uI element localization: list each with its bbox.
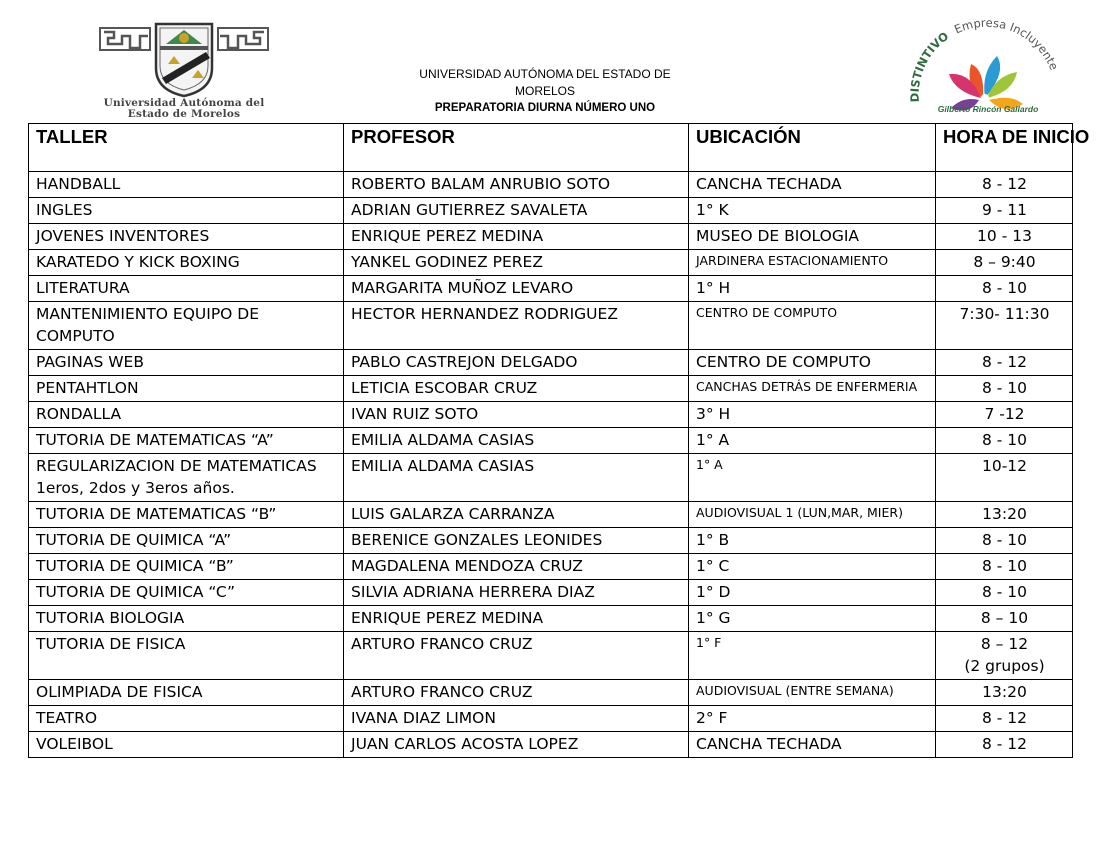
hora-cell: 8 - 10 (936, 428, 1073, 454)
taller-cell: HANDBALL (29, 172, 344, 198)
hora-cell: 13:20 (936, 680, 1073, 706)
profesor-cell: LETICIA ESCOBAR CRUZ (344, 376, 689, 402)
table-row (29, 428, 1073, 454)
profesor-cell: MARGARITA MUÑOZ LEVARO (344, 276, 689, 302)
table-row (29, 302, 1073, 350)
table-row (29, 198, 1073, 224)
hora-cell: 8 - 10 (936, 554, 1073, 580)
table-header-row (29, 124, 1073, 172)
profesor-cell: YANKEL GODINEZ PEREZ (344, 250, 689, 276)
table-row (29, 580, 1073, 606)
table-row (29, 528, 1073, 554)
taller-cell: RONDALLA (29, 402, 344, 428)
table-row (29, 502, 1073, 528)
table-row (29, 224, 1073, 250)
table-row (29, 680, 1073, 706)
taller-cell: OLIMPIADA DE FISICA (29, 680, 344, 706)
table-row (29, 554, 1073, 580)
profesor-cell: SILVIA ADRIANA HERRERA DIAZ (344, 580, 689, 606)
taller-cell: REGULARIZACION DE MATEMATICAS 1eros, 2dos y 3eros años. (29, 454, 344, 502)
hora-cell: 8 - 10 (936, 580, 1073, 606)
profesor-cell: ROBERTO BALAM ANRUBIO SOTO (344, 172, 689, 198)
profesor-cell: IVANA DIAZ LIMON (344, 706, 689, 732)
hora-cell: 9 - 11 (936, 198, 1073, 224)
table-row (29, 350, 1073, 376)
taller-cell: TUTORIA DE FISICA (29, 632, 344, 680)
profesor-cell: ENRIQUE PEREZ MEDINA (344, 224, 689, 250)
profesor-cell: EMILIA ALDAMA CASIAS (344, 428, 689, 454)
profesor-cell: ARTURO FRANCO CRUZ (344, 680, 689, 706)
ubicacion-cell: 1° C (689, 554, 936, 580)
table-row (29, 732, 1073, 758)
ubicacion-cell: CENTRO DE COMPUTO (689, 350, 936, 376)
taller-cell: VOLEIBOL (29, 732, 344, 758)
taller-cell: INGLES (29, 198, 344, 224)
ubicacion-cell: 1° F (689, 632, 936, 680)
taller-cell: PENTAHTLON (29, 376, 344, 402)
header-ubicacion: UBICACIÓN (689, 124, 936, 172)
ubicacion-cell: 1° B (689, 528, 936, 554)
hora-note: (2 grupos) (964, 657, 1045, 675)
profesor-cell: BERENICE GONZALES LEONIDES (344, 528, 689, 554)
profesor-cell: PABLO CASTREJON DELGADO (344, 350, 689, 376)
hora-cell: 8 – 9:40 (936, 250, 1073, 276)
table-row (29, 632, 1073, 680)
taller-cell: TUTORIA DE QUIMICA “A” (29, 528, 344, 554)
ubicacion-cell: CANCHA TECHADA (689, 172, 936, 198)
profesor-cell: JUAN CARLOS ACOSTA LOPEZ (344, 732, 689, 758)
header-taller: TALLER (29, 124, 344, 172)
ubicacion-cell: CENTRO DE COMPUTO (689, 302, 936, 350)
ubicacion-cell: CANCHA TECHADA (689, 732, 936, 758)
profesor-cell: IVAN RUIZ SOTO (344, 402, 689, 428)
ubicacion-cell: AUDIOVISUAL (ENTRE SEMANA) (689, 680, 936, 706)
taller-cell: KARATEDO Y KICK BOXING (29, 250, 344, 276)
school-name: PREPARATORIA DIURNA NÚMERO UNO (434, 102, 656, 114)
table-row (29, 454, 1073, 502)
document-header (380, 66, 710, 117)
table-row (29, 402, 1073, 428)
table-row (29, 250, 1073, 276)
profesor-cell: EMILIA ALDAMA CASIAS (344, 454, 689, 502)
hora-cell: 8 - 12 (936, 172, 1073, 198)
profesor-cell: ADRIAN GUTIERREZ SAVALETA (344, 198, 689, 224)
table-row (29, 172, 1073, 198)
profesor-cell: HECTOR HERNANDEZ RODRIGUEZ (344, 302, 689, 350)
hora-cell: 8 - 12 (936, 732, 1073, 758)
taller-cell: TUTORIA DE QUIMICA “B” (29, 554, 344, 580)
distintivo-tagline: Empresa Incluyente (952, 18, 1062, 73)
table-row (29, 276, 1073, 302)
ubicacion-cell: 1° A (689, 454, 936, 502)
university-name-line2: MORELOS (514, 84, 575, 98)
taller-cell: PAGINAS WEB (29, 350, 344, 376)
profesor-cell: ARTURO FRANCO CRUZ (344, 632, 689, 680)
table-row (29, 606, 1073, 632)
taller-cell: TUTORIA DE MATEMATICAS “B” (29, 502, 344, 528)
taller-cell: TUTORIA BIOLOGIA (29, 606, 344, 632)
hora-cell: 8 - 10 (936, 528, 1073, 554)
hora-cell: 10-12 (936, 454, 1073, 502)
ubicacion-cell: 2° F (689, 706, 936, 732)
table-row (29, 376, 1073, 402)
ubicacion-cell: JARDINERA ESTACIONAMIENTO (689, 250, 936, 276)
uaem-logo (96, 18, 272, 122)
ubicacion-cell: 1° G (689, 606, 936, 632)
taller-cell: JOVENES INVENTORES (29, 224, 344, 250)
hora-cell: 7:30- 11:30 (936, 302, 1073, 350)
taller-cell: TUTORIA DE MATEMATICAS “A” (29, 428, 344, 454)
taller-cell: LITERATURA (29, 276, 344, 302)
ubicacion-cell: AUDIOVISUAL 1 (LUN,MAR, MIER) (689, 502, 936, 528)
hora-value: 8 – 12 (980, 635, 1029, 653)
taller-cell: TEATRO (29, 706, 344, 732)
hora-cell: 8 - 12 (936, 350, 1073, 376)
university-name-line1: UNIVERSIDAD AUTÓNOMA DEL ESTADO DE (419, 67, 671, 81)
uaem-logo-text: Universidad Autónoma del Estado de Morelos (103, 97, 265, 120)
header-hora-inicio: HORA DE INICIO (936, 124, 1073, 172)
ubicacion-cell: 1° K (689, 198, 936, 224)
taller-cell: TUTORIA DE QUIMICA “C” (29, 580, 344, 606)
hora-cell: 8 - 10 (936, 276, 1073, 302)
hora-cell: 8 – 10 (936, 606, 1073, 632)
ubicacion-cell: 1° H (689, 276, 936, 302)
hora-cell: 10 - 13 (936, 224, 1073, 250)
distintivo-name: Gilberto Rincón Gallardo (937, 104, 1039, 114)
ubicacion-cell: 3° H (689, 402, 936, 428)
taller-cell: MANTENIMIENTO EQUIPO DE COMPUTO (29, 302, 344, 350)
hora-cell: 8 - 10 (936, 376, 1073, 402)
ubicacion-cell: 1° A (689, 428, 936, 454)
hora-cell: 8 - 12 (936, 706, 1073, 732)
profesor-cell: ENRIQUE PEREZ MEDINA (344, 606, 689, 632)
ubicacion-cell: MUSEO DE BIOLOGIA (689, 224, 936, 250)
profesor-cell: LUIS GALARZA CARRANZA (344, 502, 689, 528)
ubicacion-cell: 1° D (689, 580, 936, 606)
distintivo-title: DISTINTIVO (907, 28, 952, 103)
talleres-table (28, 123, 1090, 758)
hora-cell (936, 632, 1073, 680)
ubicacion-cell: CANCHAS DETRÁS DE ENFERMERIA (689, 376, 936, 402)
profesor-cell: MAGDALENA MENDOZA CRUZ (344, 554, 689, 580)
hora-cell: 13:20 (936, 502, 1073, 528)
table-row (29, 706, 1073, 732)
hora-cell: 7 -12 (936, 402, 1073, 428)
table-body (29, 172, 1073, 758)
header-profesor: PROFESOR (344, 124, 689, 172)
distintivo-logo (905, 18, 1065, 122)
